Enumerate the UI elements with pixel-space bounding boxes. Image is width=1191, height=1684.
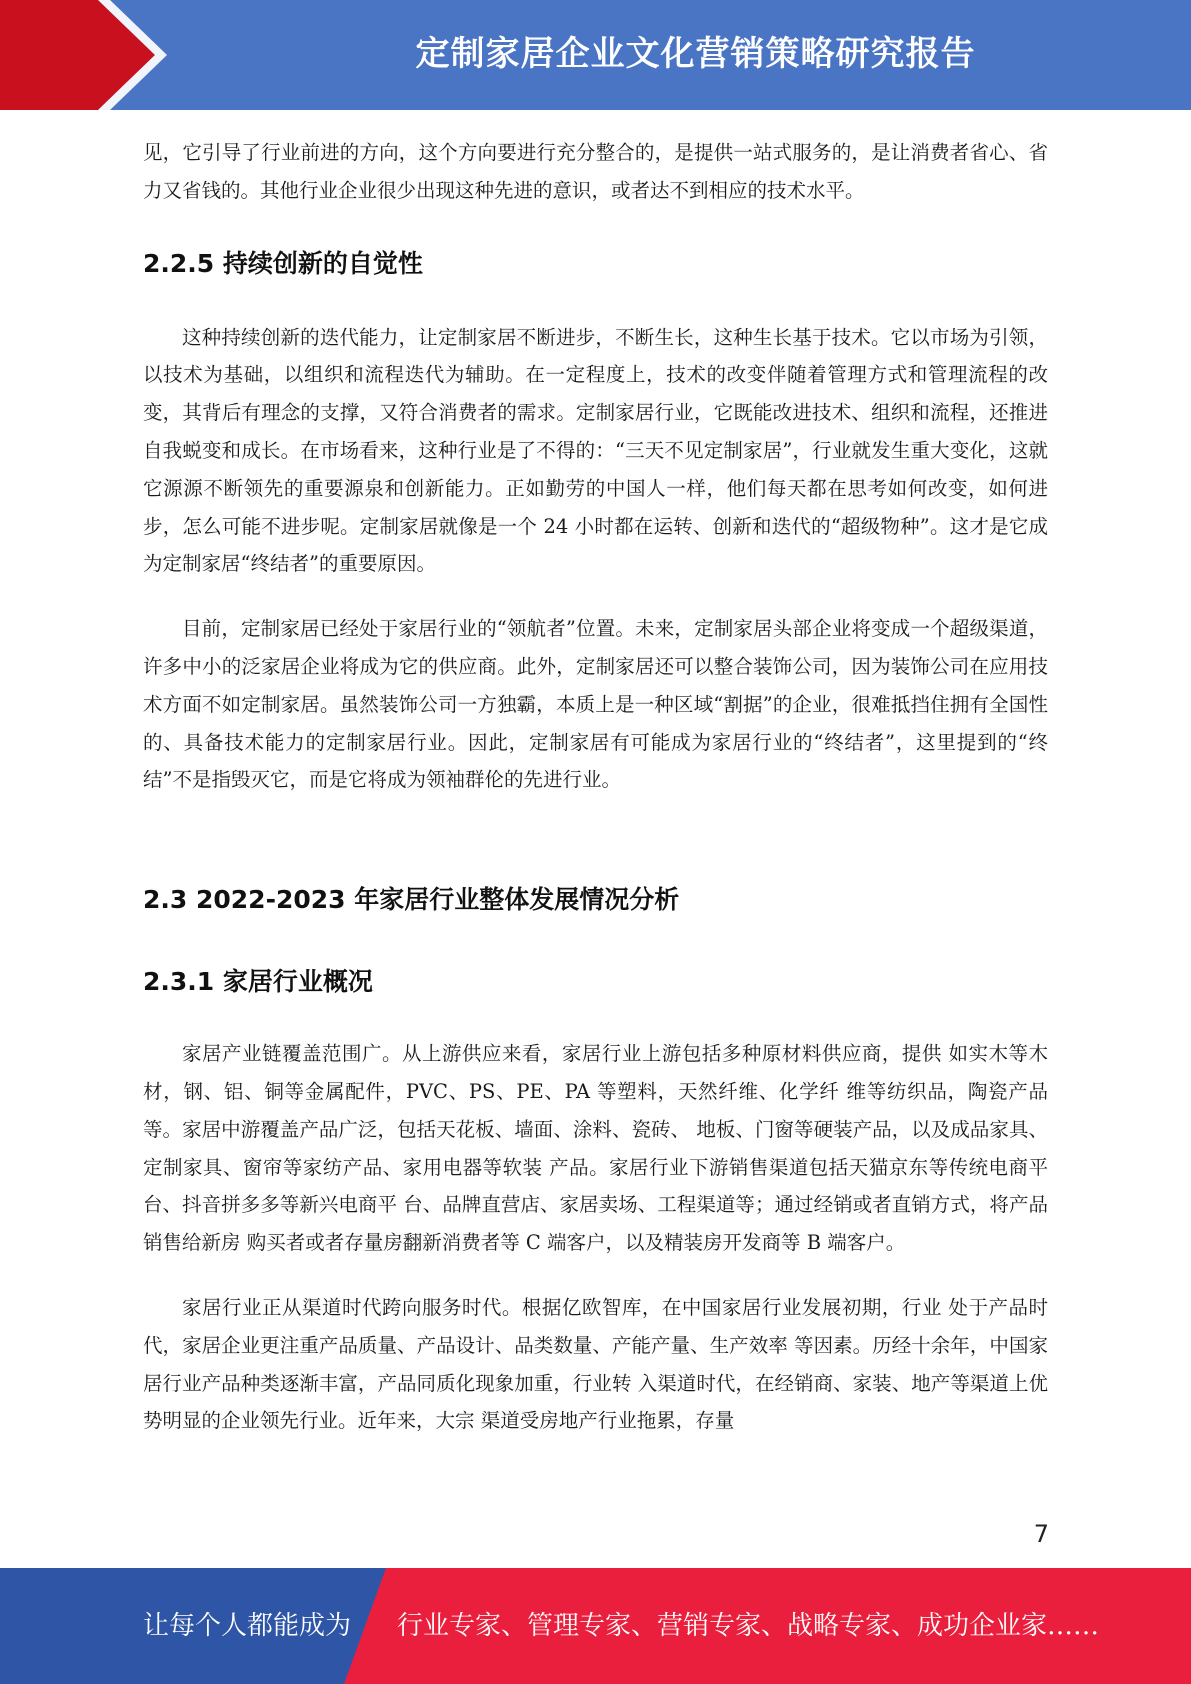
header-banner: [0, 0, 1191, 110]
paragraph-innovation-2: 目前，定制家居已经处于家居行业的“领航者”位置。未来，定制家居头部企业将变成一个超级渠道，许多中小的泛家居企业将成为它的供应商。此外，定制家居还可以整合装饰公司，因为装饰公司在应用技术方面不如定制家居。虽然装饰公司一方独霸，本质上是一种区域“割据”的企业，很难抵挡住拥有全国性的、具备技术能力的定制家居行业。因此，定制家居有可能成为家居行业的“终结者”，这里提到的“终结”不是指毁灭它，而是它将成为领袖群伦的先进行业。: [143, 617, 1048, 792]
paragraph-overview-2: 家居行业正从渠道时代跨向服务时代。根据亿欧智库，在中国家居行业发展初期，行业 处于产品时代，家居企业更注重产品质量、产品设计、品类数量、产能产量、生产效率 等因素。历经十余年，中国家居行业产品种类逐渐丰富，产品同质化现象加重，行业转 入渠道时代，在经销商、家装、地产等渠道上优势明显的企业领先行业。近年来，大宗 渠道受房地产行业拖累，存量: [143, 1295, 1048, 1433]
section-heading-2-2-5: 2.2.5 持续创新的自觉性: [143, 248, 423, 278]
footer-banner: [0, 1568, 1191, 1684]
section-heading-2-3-1: 2.3.1 家居行业概况: [143, 967, 373, 997]
footer-slogan-right: 行业专家、管理专家、营销专家、战略专家、成功企业家……: [397, 1611, 1100, 1641]
paragraph-intro-continued: 见，它引导了行业前进的方向，这个方向要进行充分整合的，是提供一站式服务的，是让消费者省心、省力又省钱的。其他行业企业很少出现这种先进的意识，或者达不到相应的技术水平。: [143, 141, 1048, 202]
paragraph-overview-1: 家居产业链覆盖范围广。从上游供应来看，家居行业上游包括多种原材料供应商，提供 如实木等木材，钢、铝、铜等金属配件，PVC、PS、PE、PA 等塑料，天然纤维、化学纤 维等纺织品，陶瓷产品等。家居中游覆盖产品广泛，包括天花板、墙面、涂料、瓷砖、 地板、门窗等硬装产品，以及成品家具、定制家具、窗帘等家纺产品、家用电器等软装 产品。家居行业下游销售渠道包括天猫京东等传统电商平台、抖音拼多多等新兴电商平 台、品牌直营店、家居卖场、工程渠道等；通过经销或者直销方式，将产品销售给新房 购买者或者存量房翻新消费者等 C 端客户，以及精装房开发商等 B 端客户。: [143, 1042, 1048, 1255]
report-title: 定制家居企业文化营销策略研究报告: [415, 34, 976, 74]
page-number: 7: [1033, 1520, 1049, 1548]
page-content: [143, 134, 1048, 1440]
footer-slogan-left: 让每个人都能成为: [143, 1611, 352, 1641]
section-heading-2-3: 2.3 2022-2023 年家居行业整体发展情况分析: [143, 885, 680, 915]
paragraph-innovation-1: 这种持续创新的迭代能力，让定制家居不断进步，不断生长，这种生长基于技术。它以市场为引领，以技术为基础，以组织和流程迭代为辅助。在一定程度上，技术的改变伴随着管理方式和管理流程的改变，其背后有理念的支撑，又符合消费者的需求。定制家居行业，它既能改进技术、组织和流程，还推进自我蜕变和成长。在市场看来，这种行业是了不得的：“三天不见定制家居”，行业就发生重大变化，这就它源源不断领先的重要源泉和创新能力。正如勤劳的中国人一样，他们每天都在思考如何改变，如何进步，怎么可能不进步呢。定制家居就像是一个 24 小时都在运转、创新和迭代的“超级物种”。这才是它成为定制家居“终结者”的重要原因。: [143, 325, 1048, 576]
